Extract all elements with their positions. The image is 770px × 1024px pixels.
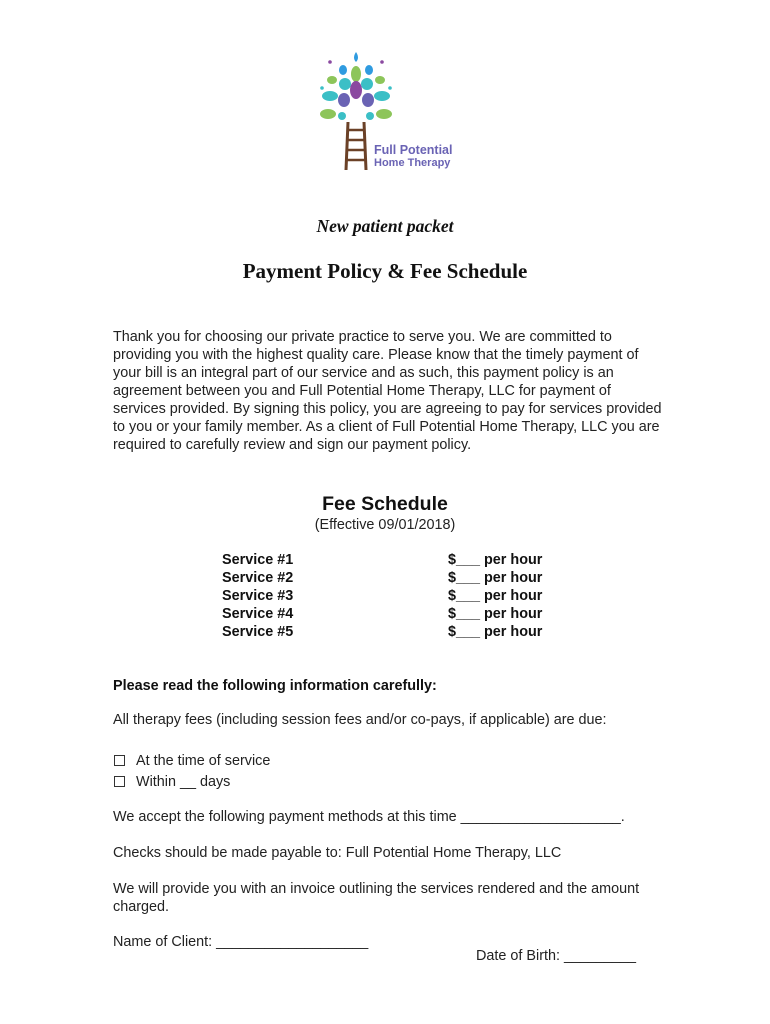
logo-name-line2: Home Therapy xyxy=(374,157,451,169)
service-name: Service #5 xyxy=(222,624,294,640)
date-of-birth-field[interactable]: Date of Birth: _________ xyxy=(476,948,637,965)
option-within-days[interactable] xyxy=(113,771,270,792)
service-row xyxy=(222,606,582,624)
service-fee: $___ per hour xyxy=(448,624,543,640)
fee-schedule-effective-date: (Effective 09/01/2018) xyxy=(314,517,456,533)
payment-methods-field[interactable]: We accept the following payment methods at this time ____________________. xyxy=(113,809,625,825)
page-title: Payment Policy & Fee Schedule xyxy=(242,259,528,283)
checks-payable-text: Checks should be made payable to: Full Potential Home Therapy, LLC xyxy=(113,845,562,861)
service-list xyxy=(222,552,582,642)
service-name: Service #3 xyxy=(222,588,294,604)
service-fee: $___ per hour xyxy=(448,588,543,604)
logo-name-line1: Full Potential xyxy=(374,143,453,157)
option-label: Within __ days xyxy=(136,773,231,790)
option-at-time-of-service[interactable] xyxy=(113,750,270,771)
checkbox-icon[interactable] xyxy=(114,755,125,766)
service-fee: $___ per hour xyxy=(448,570,543,586)
packet-subtitle: New patient packet xyxy=(316,216,454,236)
service-name: Service #4 xyxy=(222,606,294,622)
checkbox-icon[interactable] xyxy=(114,776,125,787)
option-label: At the time of service xyxy=(136,752,271,769)
service-row xyxy=(222,624,582,642)
service-row xyxy=(222,570,582,588)
service-fee: $___ per hour xyxy=(448,606,543,622)
service-name: Service #1 xyxy=(222,552,294,568)
client-name-field[interactable]: Name of Client: ___________________ xyxy=(113,934,369,950)
fee-schedule-heading: Fee Schedule xyxy=(322,493,448,515)
service-row xyxy=(222,552,582,570)
fees-due-text: All therapy fees (including session fees and/or co-pays, if applicable) are due: xyxy=(113,712,607,728)
logo-wordmark xyxy=(374,144,452,170)
service-row xyxy=(222,588,582,606)
payment-timing-options xyxy=(113,750,270,792)
service-name: Service #2 xyxy=(222,570,294,586)
invoice-text: We will provide you with an invoice outlining the services rendered and the amount charged. xyxy=(113,881,640,915)
service-fee: $___ per hour xyxy=(448,552,543,568)
read-carefully-heading: Please read the following information carefully: xyxy=(113,678,437,694)
intro-paragraph: Thank you for choosing our private practice to serve you. We are committed to providing you with the highest quality care. Please know that the timely payment of your bill is an integral part of our service and as such, this payment policy is an agreement between you and Full Potential Home Therapy, LLC for payment of services provided. By signing this policy, you are agreeing to pay for services provided to you or your family member. As a client of Full Potential Home Therapy, LLC you are required to carefully review and sign our payment policy. xyxy=(113,329,662,453)
